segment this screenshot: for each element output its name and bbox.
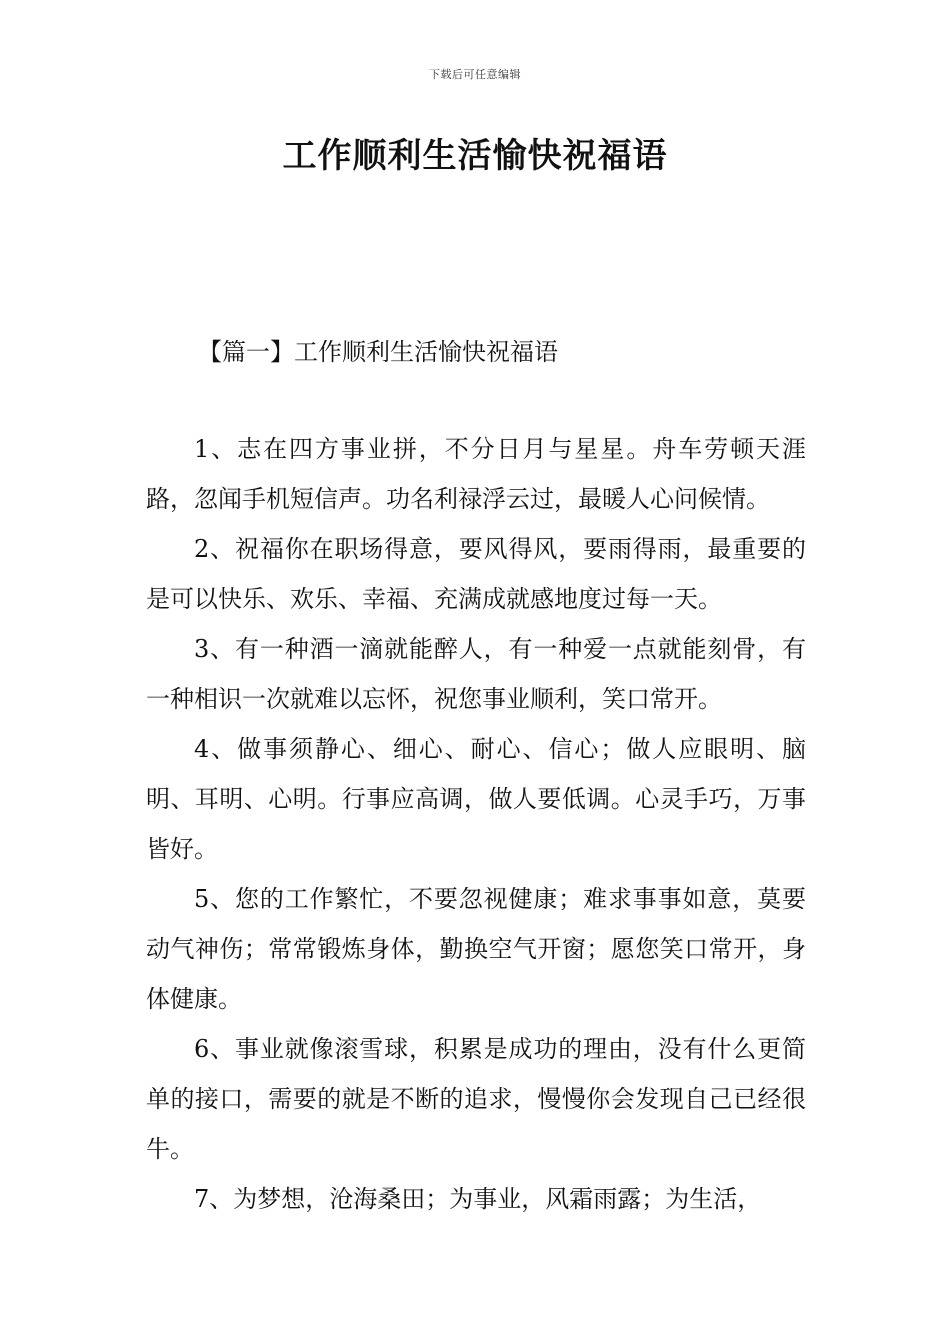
paragraph-1: 1、志在四方事业拼，不分日月与星星。舟车劳顿天涯路，忽闻手机短信声。功名利禄浮云过，最暖人心问候情。 [146, 435, 806, 513]
paragraph-4: 4、做事须静心、细心、耐心、信心；做人应眼明、脑明、耳明、心明。行事应高调，做人要低调。心灵手巧，万事皆好。 [146, 735, 806, 863]
paragraph-2: 2、祝福你在职场得意，要风得风，要雨得雨，最重要的是可以快乐、欢乐、幸福、充满成就感地度过每一天。 [146, 535, 806, 613]
paragraph-5: 5、您的工作繁忙，不要忽视健康；难求事事如意，莫要动气神伤；常常锻炼身体，勤换空气开窗；愿您笑口常开，身体健康。 [146, 885, 806, 1013]
paragraph-7: 7、为梦想，沧海桑田；为事业，风霜雨露；为生活， [194, 1185, 762, 1213]
header-note: 下载后可任意编辑 [429, 68, 521, 81]
document-body [146, 424, 806, 1224]
paragraph-6: 6、事业就像滚雪球，积累是成功的理由，没有什么更简单的接口，需要的就是不断的追求，慢慢你会发现自己已经很牛。 [146, 1035, 806, 1163]
paragraph-3: 3、有一种酒一滴就能醉人，有一种爱一点就能刻骨，有一种相识一次就难以忘怀，祝您事业顺利，笑口常开。 [146, 635, 806, 713]
document-title: 工作顺利生活愉快祝福语 [282, 136, 668, 176]
section-heading: 【篇一】工作顺利生活愉快祝福语 [198, 338, 558, 366]
